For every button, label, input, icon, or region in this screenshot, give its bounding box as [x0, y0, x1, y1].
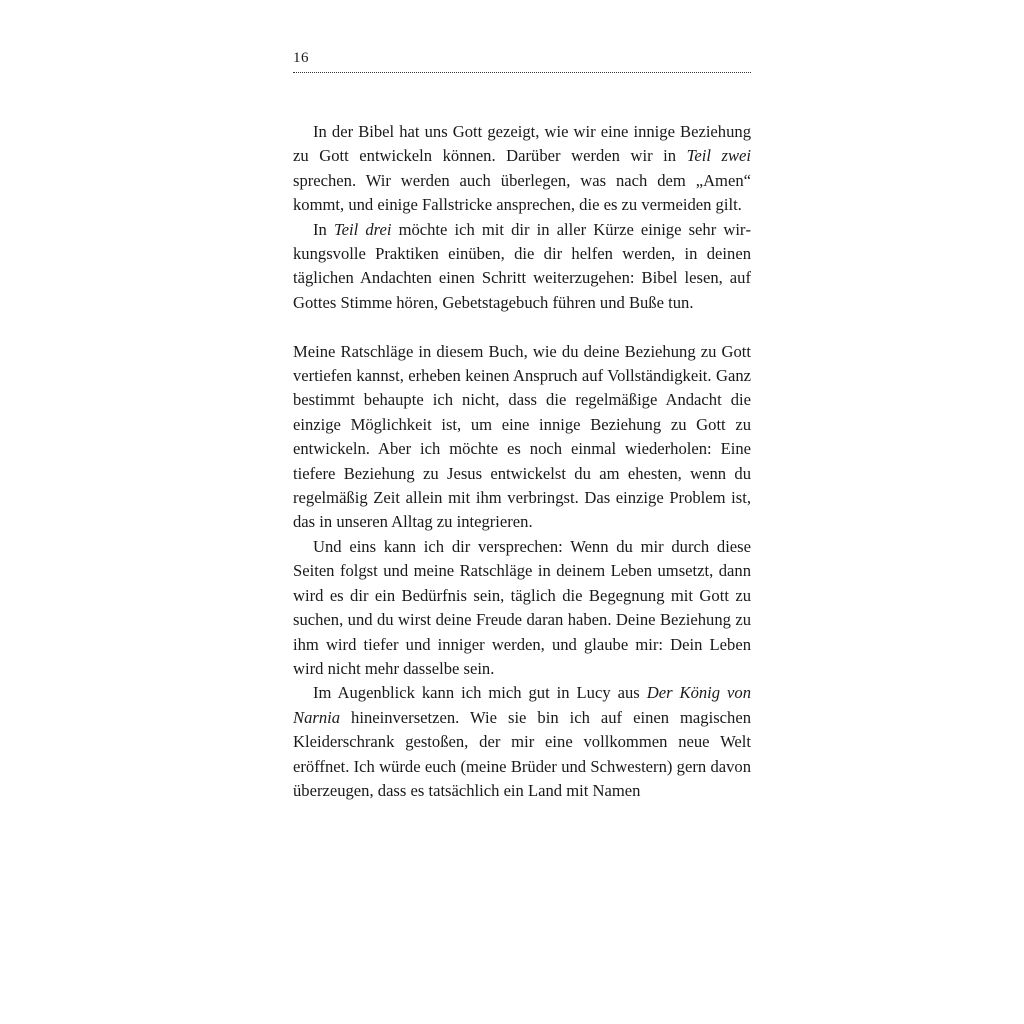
page-number: 16 [293, 50, 309, 66]
paragraph-1 [293, 120, 751, 218]
paragraph-2 [293, 218, 751, 316]
paragraph-1-text-end: sprechen. Wir werden auch überlegen, was nach dem „Amen“ kommt, und einige Fallstricke ansprechen, die es zu vermeiden gilt. [293, 170, 751, 215]
body-text [293, 120, 751, 803]
paragraph-4-text: Und eins kann ich dir versprechen: Wenn du mir durch diese Seiten folgst und meine Ratschläge in deinem Leben umsetzt, dann wird es dir ein Bedürfnis sein, täglich die Begegnung mit Gott zu suchen, und du wirst deine Freude daran haben. Deine Beziehung zu ihm wird tiefer und inniger werden, und glaube mir: Dein Leben wird nicht mehr dasselbe sein. [293, 536, 751, 678]
paragraph-5-text: Im Augenblick kann ich mich gut in Lucy aus [313, 683, 647, 703]
paragraph-3 [293, 340, 751, 535]
paragraph-2-text-end: möchte ich mit dir in aller Kürze einige sehr wirkungsvolle Praktiken einüben, die dir helfen werden, in deinen täglichen Andachten einen Schritt weiterzugehen: Bibel lesen, auf Gottes Stimme hören, Gebetstagebuch führen und Buße tun. [293, 219, 751, 312]
paragraph-5 [293, 681, 751, 803]
paragraph-5-text-end: hineinversetzen. Wie sie bin ich auf einen magischen Kleiderschrank gestoßen, der mir eine vollkommen neue Welt eröffnet. Ich würde euch (meine Brüder und Schwestern) gern davon überzeugen, dass es tatsächlich ein Land mit Namen [293, 707, 751, 800]
paragraph-3-text: Meine Ratschläge in diesem Buch, wie du deine Beziehung zu Gott vertiefen kannst, erheben keinen Anspruch auf Vollständigkeit. Ganz bestimmt behaupte ich nicht, dass die regelmäßige Andacht die einzige Möglichkeit ist, um eine innige Beziehung zu Gott zu entwickeln. Aber ich möchte es noch einmal wiederholen: Eine tiefere Beziehung zu Jesus entwickelst du am ehesten, wenn du regelmäßig Zeit allein mit ihm verbringst. Das einzige Problem ist, das in unseren Alltag zu integrieren. [293, 341, 751, 532]
paragraph-2-italic: Teil drei [333, 219, 392, 239]
paragraph-1-italic: Teil zwei [686, 146, 751, 166]
paragraph-2-text: In [313, 219, 334, 239]
paragraph-1-text: In der Bibel hat uns Gott gezeigt, wie wir eine innige Beziehung zu Gott entwickeln können. Darüber werden wir in [293, 122, 751, 166]
page-header [293, 48, 751, 73]
paragraph-4 [293, 535, 751, 681]
header-dotted-rule [293, 72, 751, 73]
paragraph-5-italic: Der König von Narnia [293, 683, 751, 727]
